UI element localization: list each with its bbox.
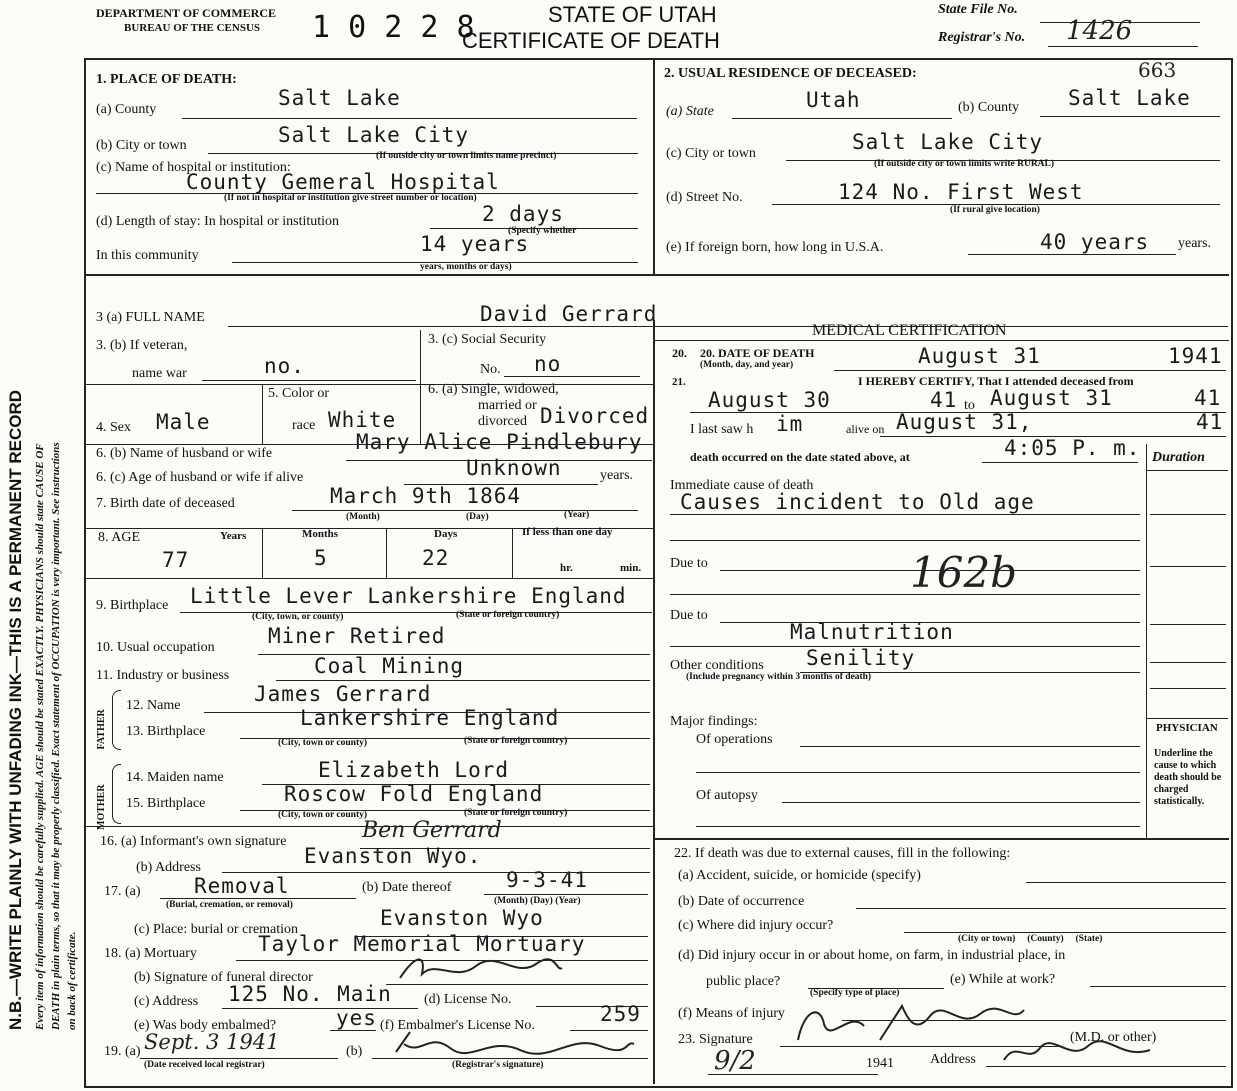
external-a: (a) Accident, suicide, or homicide (specify) [678, 868, 921, 883]
days-label: Days [434, 528, 458, 540]
foreign-value: 40 years [1040, 230, 1150, 254]
mother-bp-note2: (State or foreign country) [464, 808, 568, 818]
res-street-value: 124 No. First West [838, 180, 1084, 204]
informant-address-label: (b) Address [136, 860, 201, 875]
age-years-value: 77 [162, 548, 190, 572]
res-city-label: (c) City or town [666, 146, 756, 161]
dod-year: 1941 [1168, 344, 1223, 368]
spouse-label: 6. (b) Name of husband or wife [96, 446, 273, 461]
spouse-age-unit: years. [600, 468, 634, 483]
mother-bp-note1: (City, town or county) [278, 810, 368, 820]
signature-address-scrawl [1000, 1034, 1160, 1068]
father-side-label: FATHER [96, 709, 107, 750]
res-city-note: (If outside city or town limits write RURAL) [874, 159, 1055, 169]
side-instructions-line2: Every item of information should be carefully supplied. AGE should be stated EXACTLY. PHYSICIANS should state CAUSE OF [34, 443, 46, 1030]
res-city-value: Salt Lake City [852, 130, 1044, 154]
veteran-label: 3. (b) If veteran, [96, 338, 188, 353]
certificate-title: CERTIFICATE OF DEATH [462, 28, 720, 53]
written-code: 162b [910, 548, 1018, 597]
filed-note: (Date received local registrar) [144, 1060, 265, 1070]
embalmed-value: yes [336, 1006, 377, 1030]
burial-place-value: Evanston Wyo [380, 906, 544, 930]
age-label: 8. AGE [98, 530, 140, 545]
medical-heading: MEDICAL CERTIFICATION [812, 322, 1007, 339]
due-to-1-label: Due to [670, 556, 708, 571]
res-state-label: (a) State [666, 104, 714, 119]
war-label: name war [132, 366, 187, 381]
res-county-label: (b) County [958, 100, 1020, 115]
physician-note: Underline the cause to which death should be charged statistically. [1154, 748, 1222, 807]
attended-to-year: 41 [1194, 386, 1222, 410]
mortuary-address-value: 125 No. Main [228, 982, 392, 1006]
stay-value: 2 days [482, 202, 564, 226]
mother-birthplace-label: 15. Birthplace [126, 796, 206, 811]
dod-number: 20. [672, 346, 687, 360]
attended-to-label: to [964, 398, 975, 413]
age-days-value: 22 [422, 546, 450, 570]
foreign-label: (e) If foreign born, how long in U.S.A. [666, 240, 884, 255]
side-instructions-line3: DEATH in plain terms, so that it may be properly classified. Exact statement of OCCUPATION is very important. See instructions [50, 442, 62, 1030]
burial-place-label: (c) Place: burial or cremation [134, 922, 299, 937]
mother-brace [112, 764, 121, 824]
other-conditions-value: Senility [806, 646, 916, 670]
hospital-value: County Gemeral Hospital [186, 170, 500, 194]
hospital-note2: (If not in hospital or institution give street number or location) [224, 193, 477, 203]
race-label: race [292, 418, 316, 433]
spouse-value: Mary Alice Pindlebury [356, 430, 643, 454]
immediate-cause-value: Causes incident to Old age [680, 490, 1035, 514]
mother-father-label [96, 709, 107, 830]
physician-signature [790, 1000, 1030, 1048]
external-heading: 22. If death was due to external causes, fill in the following: [674, 846, 1011, 861]
community-label: In this community [96, 248, 199, 263]
external-c: (c) Where did injury occur? [678, 918, 834, 933]
external-d-note: (Specify type of place) [810, 988, 900, 998]
father-name-value: James Gerrard [254, 682, 432, 706]
sex-value: Male [156, 410, 211, 434]
disposal-label: 17. (a) [104, 884, 141, 899]
birth-month: (Month) [346, 512, 380, 522]
industry-label: 11. Industry or business [96, 668, 230, 683]
dod-note: (Month, day, and year) [700, 360, 794, 370]
res-state-value: Utah [806, 88, 861, 112]
foreign-unit: years. [1178, 236, 1212, 251]
full-name-value: David Gerrard [480, 302, 658, 326]
dod-label: 20. DATE OF DEATH [700, 346, 815, 360]
marital-label: 6. (a) Single, widowed, [428, 382, 559, 397]
hospital-label: (c) Name of hospital or institution: [96, 160, 291, 175]
last-saw-label: I last saw h [690, 422, 754, 437]
mortuary-value: Taylor Memorial Mortuary [258, 932, 586, 956]
signature-label: 23. Signature [678, 1032, 753, 1047]
attended-from: August 30 [708, 388, 831, 412]
min-label: min. [620, 562, 642, 574]
father-bp-note2: (State or foreign country) [464, 736, 568, 746]
less-than-day-label: If less than one day [522, 526, 613, 538]
birth-value: March 9th 1864 [330, 484, 522, 508]
funeral-director-signature [396, 952, 566, 986]
veteran-value: no. [264, 354, 305, 378]
marital-label3: divorced [478, 414, 527, 429]
residence-heading: 2. USUAL RESIDENCE OF DECEASED: [664, 66, 917, 81]
mortuary-address-label: (c) Address [134, 994, 199, 1009]
occupation-value: Miner Retired [268, 624, 446, 648]
signature-address-label: Address [930, 1052, 976, 1067]
birthplace-note1: (City, town, or county) [252, 612, 344, 622]
hospital-note: (If outside city or town limits name precinct) [376, 151, 557, 161]
birthplace-note2: (State or foreign country) [456, 610, 560, 620]
father-bp-note1: (City, town or county) [278, 738, 368, 748]
registrar-signature [390, 1026, 640, 1060]
certify-text: I HEREBY CERTIFY, That I attended deceased from [858, 374, 1134, 388]
filed-date-value: Sept. 3 1941 [144, 1030, 280, 1054]
mother-birthplace-value: Roscow Fold England [284, 782, 544, 806]
malnutrition-value: Malnutrition [790, 620, 954, 644]
last-saw-year: 41 [1196, 410, 1224, 434]
md-label: (M.D. or other) [1070, 1030, 1157, 1045]
ss-no-label: No. [480, 362, 501, 377]
registrar-sig-label: (b) [346, 1044, 363, 1059]
side-instructions-line4: on back of certificate. [66, 931, 78, 1030]
embalmed-label: (e) Was body embalmed? [134, 1018, 277, 1033]
other-conditions-label: Other conditions [670, 658, 764, 673]
residence-code: 663 [1138, 58, 1177, 82]
bureau-label: BUREAU OF THE CENSUS [124, 22, 261, 34]
external-d: (d) Did injury occur in or about home, on farm, in industrial place, in [678, 948, 1066, 963]
res-street-note: (If rural give location) [950, 205, 1040, 215]
registrar-no-label: Registrar's No. [938, 30, 1026, 45]
mother-side-label: MOTHER [96, 784, 107, 830]
external-b: (b) Date of occurrence [678, 894, 805, 909]
age-months-value: 5 [314, 546, 328, 570]
other-conditions-note: (Include pregnancy within 3 months of death) [686, 672, 872, 682]
informant-label: 16. (a) Informant's own signature [100, 834, 287, 849]
spouse-age-label: 6. (c) Age of husband or wife if alive [96, 470, 304, 485]
res-street-label: (d) Street No. [666, 190, 743, 205]
birthplace-value: Little Lever Lankershire England [190, 584, 627, 608]
dod-value: August 31 [918, 344, 1041, 368]
state-file-label: State File No. [938, 2, 1018, 17]
external-e: (e) While at work? [950, 972, 1056, 987]
mother-name-value: Elizabeth Lord [318, 758, 510, 782]
occupation-label: 10. Usual occupation [96, 640, 215, 655]
physician-label: PHYSICIAN [1156, 722, 1218, 734]
stay-label: (d) Length of stay: In hospital or institution [96, 214, 340, 229]
embalmer-license-value: 259 [600, 1002, 641, 1026]
community-value: 14 years [420, 232, 530, 256]
birth-year: (Year) [564, 510, 590, 520]
hr-label: hr. [560, 562, 573, 574]
ss-value: no [534, 352, 562, 376]
years-label: Years [220, 530, 247, 542]
birthplace-label: 9. Birthplace [96, 598, 169, 613]
disposal-value: Removal [194, 874, 290, 898]
race-value: White [328, 408, 397, 432]
disposal-date-value: 9-3-41 [506, 868, 588, 892]
father-birthplace-value: Lankershire England [300, 706, 560, 730]
marital-value: Divorced [540, 404, 650, 428]
alive-on-label: alive on [846, 422, 885, 436]
registrar-sig-note: (Registrar's signature) [452, 1060, 544, 1070]
full-name-label: 3 (a) FULL NAME [96, 310, 205, 325]
death-time: 4:05 P. m. [1004, 436, 1141, 460]
external-d2: public place? [706, 974, 781, 989]
disposal-note: (Burial, cremation, or removal) [166, 900, 293, 910]
due-to-2-label: Due to [670, 608, 708, 623]
sex-label: 4. Sex [96, 420, 131, 435]
birth-label: 7. Birth date of deceased [96, 496, 235, 511]
birth-day: (Day) [466, 512, 489, 522]
county-value: Salt Lake [278, 86, 401, 110]
signature-date: 9/2 [714, 1046, 756, 1076]
major-findings-label: Major findings: [670, 714, 758, 729]
county-label: (a) County [96, 102, 157, 117]
city-value: Salt Lake City [278, 123, 470, 147]
mother-name-label: 14. Maiden name [126, 770, 224, 785]
disposal-date-note: (Month) (Day) (Year) [494, 896, 581, 906]
immediate-cause-label: Immediate cause of death [670, 478, 814, 493]
disposal-date-label: (b) Date thereof [362, 880, 452, 895]
city-label: (b) City or town [96, 138, 187, 153]
registrar-no: 1426 [1066, 16, 1133, 46]
duration-label: Duration [1152, 450, 1205, 465]
state-title: STATE OF UTAH [548, 2, 717, 27]
license-label: (d) License No. [424, 992, 512, 1007]
informant-signature: Ben Gerrard [362, 818, 502, 843]
community-note: years, months or days) [420, 262, 512, 272]
place-of-death-heading: 1. PLACE OF DEATH: [96, 72, 237, 87]
father-brace [112, 690, 121, 750]
stay-note: (Specify whether [508, 226, 577, 236]
death-occurred-label: death occurred on the date stated above, at [690, 450, 910, 464]
certify-number: 21. [672, 376, 686, 388]
autopsy-label: Of autopsy [696, 788, 758, 803]
last-saw-him: im [776, 412, 804, 436]
embalmer-license-label: (f) Embalmer's License No. [380, 1018, 535, 1033]
father-name-label: 12. Name [126, 698, 181, 713]
ss-label: 3. (c) Social Security [428, 332, 547, 347]
external-c-note: (City or town) (County) (State) [958, 934, 1103, 944]
funeral-director-label: (b) Signature of funeral director [134, 970, 313, 985]
informant-address-value: Evanston Wyo. [304, 844, 482, 868]
marital-label2: married or [478, 398, 537, 413]
mortuary-label: 18. (a) Mortuary [104, 946, 197, 961]
external-f: (f) Means of injury [678, 1006, 785, 1021]
attended-from-year: 41 [930, 388, 958, 412]
spouse-age-value: Unknown [466, 456, 562, 480]
res-county-value: Salt Lake [1068, 86, 1191, 110]
filed-label: 19. (a) [104, 1044, 141, 1059]
months-label: Months [302, 528, 339, 540]
side-instructions-main: N.B.—WRITE PLAINLY WITH UNFADING INK—THIS IS A PERMANENT RECORD [6, 389, 25, 1030]
department-label: DEPARTMENT OF COMMERCE [96, 6, 277, 20]
industry-value: Coal Mining [314, 654, 465, 678]
stamp-number: 1 0 2 2 8 [312, 10, 475, 45]
signature-year: 1941 [866, 1056, 894, 1071]
last-saw-value: August 31, [896, 410, 1033, 434]
attended-to: August 31 [990, 386, 1113, 410]
father-birthplace-label: 13. Birthplace [126, 724, 206, 739]
operations-label: Of operations [696, 732, 773, 747]
color-label: 5. Color or [268, 386, 330, 401]
